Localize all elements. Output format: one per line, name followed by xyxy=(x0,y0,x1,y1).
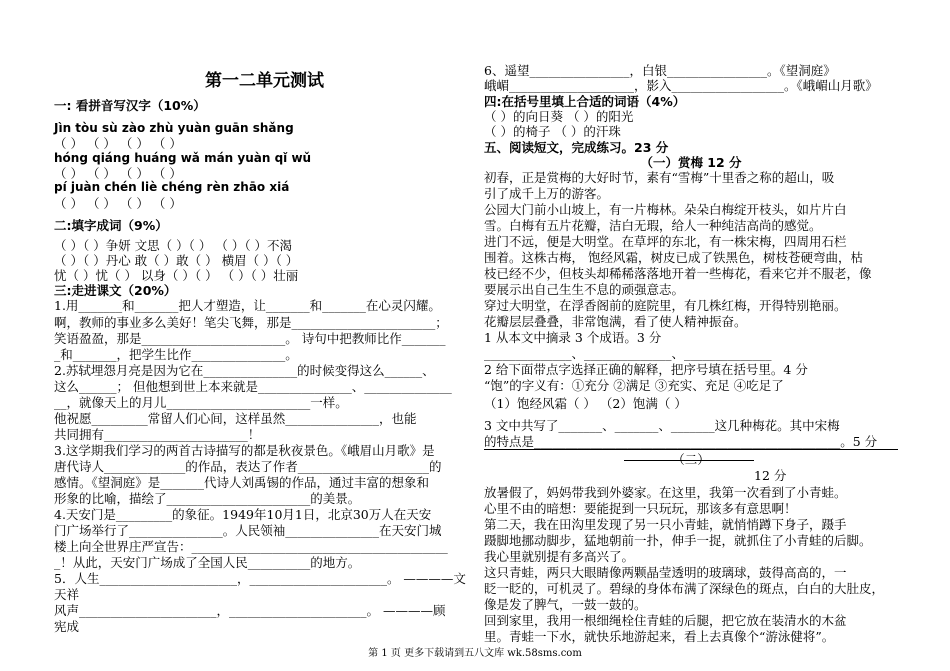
left-line: hóng qiáng huáng wǎ mán yuàn qǐ wǔ xyxy=(54,151,312,165)
left-line: （ ） （ ） （ ） （ ） xyxy=(54,136,182,151)
right-line: 花瓣层层叠叠，非常饱满，看了使人精神振奋。 xyxy=(484,314,747,329)
right-line: 峨嵋____________________，影入__________________。《峨嵋山月歌》 xyxy=(484,78,878,93)
right-line: 眨一眨的，可机灵了。碧绿的身体布满了深绿色的斑点，白白的大肚皮， xyxy=(484,581,885,596)
left-line: 笑语盈盈，那是_______________________。 诗句中把教师比作_______ xyxy=(54,331,446,346)
right-line: 6、遥望________________，白银________________。《望洞庭》 xyxy=(484,63,836,78)
right-line: 2 给下面带点字选择正确的解释，把序号填在括号里。4 分 xyxy=(484,362,808,377)
right-line: 引了成千上万的游客。 xyxy=(484,186,610,201)
right-line: 要展示出自己生生不息的顽强意志。 xyxy=(484,282,685,297)
left-line: 三:走进课文（20%） xyxy=(54,283,177,298)
right-line: 的特点是_________________________________________________。5 分 xyxy=(484,434,878,449)
left-line: 啊，教师的事业多么美好！笔尖飞舞，那是_______________________； xyxy=(54,315,448,330)
left-line: 楼上向全世界庄严宣告：_________________________________________ xyxy=(54,539,448,554)
right-line: （1）饱经风霜（ ） （2）饱满（ ） xyxy=(484,396,687,411)
left-line: 二:填字成词（9%） xyxy=(54,218,168,233)
right-line: 公园大门前小山坡上，有一片梅林。朵朵白梅绽开枝头，如片片白 xyxy=(484,202,847,217)
right-line: 穿过大明堂，在浮香阁前的庭院里，有几株红梅，开得特别艳丽。 xyxy=(484,298,847,313)
left-line: _！从此，天安门广场成了全国人民__________的地方。 xyxy=(54,555,361,570)
right-line: 第二天，我在田沟里发现了另一只小青蛙，就悄悄蹲下身子，蹑手 xyxy=(484,517,847,532)
left-line: pí juàn chén liè chéng rèn zhāo xiá xyxy=(54,180,290,194)
left-line: _和_______，把学生比作_______________。 xyxy=(54,347,298,362)
left-line: 3.这学期我们学习的两首古诗描写的都是秋夜景色。《峨眉山月歌》是 xyxy=(54,443,435,458)
right-line: 3 文中共写了_______、_______、_______这几种梅花。其中宋梅 xyxy=(484,418,840,433)
left-line: 风声______________________，______________________。 ————顾 xyxy=(54,603,446,618)
left-line: 共同拥有_______________________！ xyxy=(54,427,261,442)
left-line: 天祥 xyxy=(54,587,80,602)
right-line: （一）赏梅 12 分 xyxy=(640,155,742,170)
right-line: “饱”的字义有：①充分 ②满足 ③充实、充足 ④吃足了 xyxy=(484,378,784,393)
left-line: 唐代诗人_____________的作品，表达了作者_____________________的 xyxy=(54,459,442,474)
left-line: 1.用_______和_______把人才塑造，让_______和_______在心灵闪耀。 xyxy=(54,298,441,313)
right-line: 我心里就别提有多高兴了。 xyxy=(484,549,635,564)
right-line: ______________、______________、______________ xyxy=(484,346,772,361)
right-line: 放暑假了，妈妈带我到外婆家。在这里，我第一次看到了小青蛙。 xyxy=(484,485,847,500)
right-line: （ ）的向日葵 （ ）的阳光 xyxy=(484,109,634,124)
left-line: （ ）（ ）争妍 文思（ ）（ ） （ ）（ ）不渴 xyxy=(54,238,293,253)
right-line: 进门不远，便是大明堂。在草坪的东北，有一株宋梅，四周用石栏 xyxy=(484,234,847,249)
left-line: 宪成 xyxy=(54,619,80,634)
right-line: 12 分 xyxy=(754,468,787,483)
left-line: （ ）（ ）丹心 敢（ ）敢（ ） 横眉（ ）（ ） xyxy=(54,253,299,268)
left-line: __，就像天上的月儿_______________________一样。 xyxy=(54,395,348,410)
page-footer: 第 1 页 更多下载请到五八文库 wk.58sms.com xyxy=(368,648,582,659)
right-line: 蹑脚地挪动脚步，猛地朝前一扑，伸手一捉，就抓住了小青蛙的后脚。 xyxy=(484,533,872,548)
left-line: 忧（ ）忧（ ） 以身（ ）（ ） （ ）（ ）壮丽 xyxy=(54,268,299,283)
right-line: （二） xyxy=(672,452,710,467)
left-line: 这么______； 但他想到世上本来就是_______________、______________ xyxy=(54,379,452,394)
left-line: （ ） （ ） （ ） （ ） xyxy=(54,166,182,181)
right-line: 初春，正是赏梅的大好时节，素有“雪梅”十里香之称的超山，吸 xyxy=(484,170,835,185)
right-line: 回到家里，我用一根细绳栓住青蛙的后腿，把它放在装清水的木盆 xyxy=(484,613,847,628)
left-line: 5．人生______________________，______________________。 ————文 xyxy=(54,571,466,586)
right-line: 雪。白梅有五片花瓣，洁白无瑕，给人一种纯洁高尚的感觉。 xyxy=(484,218,822,233)
right-line: 里。青蛙一下水，就快乐地游起来，看上去真像个“游泳健将”。 xyxy=(484,629,835,644)
left-line: 形象的比喻，描绘了_______________________的美景。 xyxy=(54,491,361,506)
page-title: 第一二单元测试 xyxy=(205,71,324,91)
right-line: 五、阅读短文，完成练习。23 分 xyxy=(484,140,669,155)
left-line: Jìn tòu sù zào zhù yuàn guān shǎng xyxy=(54,121,294,135)
right-line: 这只青蛙，两只大眼睛像两颗晶莹透明的玻璃球，鼓得高高的，一 xyxy=(484,565,847,580)
right-line: 枝已经不少，但枝头却稀稀落落地开着一些梅花，看来它并不服老，像 xyxy=(484,266,872,281)
left-line: 门广场举行了_______________。人民领袖_______________在天安门城 xyxy=(54,523,442,538)
left-line: 2.苏轼埋怨月亮是因为它在_______________的时候变得这么______、 xyxy=(54,363,435,378)
divider-line xyxy=(484,449,898,450)
right-line: 像是发了脾气，一鼓一鼓的。 xyxy=(484,597,647,612)
left-line: 感情。《望洞庭》是_______代诗人刘禹锡的作品，通过丰富的想象和 xyxy=(54,475,430,490)
left-line: 一: 看拼音写汉字（10%） xyxy=(54,98,206,113)
left-line: 他祝愿_________常留人们心间，这样虽然_______________，也能 xyxy=(54,411,417,426)
left-line: （ ） （ ） （ ） （ ） xyxy=(54,196,182,211)
right-line: 1 从本文中摘录 3 个成语。3 分 xyxy=(484,330,662,345)
right-line: 四:在括号里填上合适的词语（4%） xyxy=(484,94,686,109)
right-line: （ ）的椅子 （ ）的汗珠 xyxy=(484,124,621,139)
right-line: 心里不由的暗想：要能捉到一只玩玩，那该多有意思啊！ xyxy=(484,501,797,516)
right-line: 围着。这株古梅， 饱经风霜，树皮已成了铁黑色，树枝苍硬弯曲，枯 xyxy=(484,250,863,265)
left-line: 4.天安门是_________的象征。1949年10月1日，北京30万人在天安 xyxy=(54,507,432,522)
